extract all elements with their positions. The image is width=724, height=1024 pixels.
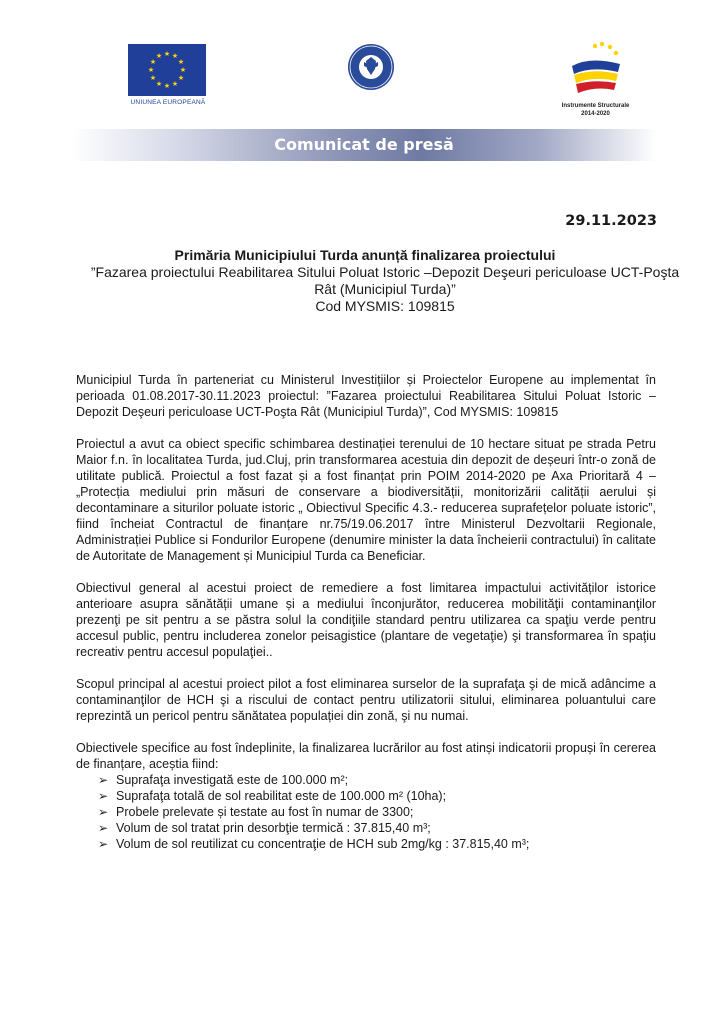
arrow-bullet-icon: ➢ <box>98 805 109 819</box>
document-body <box>76 372 656 852</box>
svg-text:★: ★ <box>177 74 185 82</box>
paragraph-project-scope: Proiectul a avut ca obiect specific schimbarea destinației terenului de 10 hectare situat pe strada Petru Maior f.n. în localitatea Turda, jud.Cluj, prin transformarea acestuia din depozit de deșeuri într-o zonă de utilitate publică. Proiectul a fost fazat și a fost finanțat prin POIM 2014-2020 pe Axa Prioritară 4 – „Protecția mediului prin măsuri de conservare a biodiversității, monitorizării calității aerului și decontaminare a siturilor poluate istoric „ Obiectivul Specific 4.3.- reducerea suprafețelor poluate istoric”, fiind încheiat Contractul de finanțare nr.75/19.06.2017 între Ministerul Dezvoltarii Regionale, Administrației Publice si Fondurilor Europene (denumire minister la data încheierii contractului) în calitate de Autoritate de Management și Municipiul Turda ca Beneficiar. <box>76 437 656 563</box>
government-seal-logo <box>346 42 396 92</box>
heading-project-name: ”Fazarea proiectului Reabilitarea Sitului Poluat Istoric –Depozit Deşeuri periculoase UCT-Poşta Rât (Municipiul Turda)” <box>90 264 680 297</box>
paragraph-general-objective: Obiectivul general al acestui proiect de remediere a fost limitarea impactului activităților istorice anterioare asupra sănătății umane și a mediului înconjurător, reducerea mobilităţii contaminanţilor prezenţi pe sit pentru a se păstra solul la condiţiile standard pentru utilizarea ca spaţiu verde pentru accesul public, pentru includerea zonelor peisagistice (plantare de vegetaţie) şi transformarea în spaţiu recreativ pentru accesul populaţiei.. <box>76 581 656 659</box>
paragraph-partnership: Municipiul Turda în parteneriat cu Ministerul Investițiilor și Proiectelor Europene au implementat în perioada 01.08.2017-30.11.2023 proiectul: ”Fazarea proiectului Reabilitarea Sitului Poluat Istoric –Depozit Deşeuri periculoase UCT-Poşta Rât (Municipiul Turda)”, Cod MYSMIS: 109815 <box>76 373 656 419</box>
logo-header <box>0 36 724 126</box>
svg-text:★: ★ <box>149 58 157 66</box>
structural-instruments-label <box>548 102 643 118</box>
list-item <box>76 836 656 852</box>
is-label-line2: 2014-2020 <box>581 111 610 117</box>
list-item <box>76 772 656 788</box>
structural-instruments-logo <box>560 38 630 100</box>
svg-text:★: ★ <box>155 80 163 88</box>
press-release-title: Comunicat de presă <box>274 135 454 154</box>
svg-text:★: ★ <box>163 82 171 90</box>
arrow-bullet-icon: ➢ <box>98 789 109 803</box>
document-heading <box>80 247 680 315</box>
arrow-bullet-icon: ➢ <box>98 773 109 787</box>
svg-text:★: ★ <box>177 58 185 66</box>
svg-text:★: ★ <box>179 66 187 74</box>
indicator-text: Volum de sol tratat prin desorbţie termică : 37.815,40 m³; <box>116 821 431 835</box>
is-label-line1: Instrumente Structurale <box>561 103 630 109</box>
svg-text:★: ★ <box>171 52 179 60</box>
indicator-text: Volum de sol reutilizat cu concentraţie de HCH sub 2mg/kg : 37.815,40 m³; <box>116 837 530 851</box>
list-item <box>76 788 656 804</box>
svg-text:★: ★ <box>147 66 155 74</box>
svg-text:★: ★ <box>155 52 163 60</box>
svg-text:★: ★ <box>171 80 179 88</box>
indicator-text: Suprafaţa investigată este de 100.000 m²; <box>116 773 349 787</box>
eu-stars-icon <box>128 44 206 96</box>
paragraph-main-purpose: Scopul principal al acestui proiect pilot a fost eliminarea surselor de la suprafaţa şi de mică adâncime a contaminanţilor de HCH şi a riscului de contact pentru utilizatorii sitului, eliminarea poluantului care reprezintă un pericol pentru sănătatea populației din zonă, şi nu numai. <box>76 677 656 723</box>
indicators-list <box>76 772 656 852</box>
indicator-text: Suprafaţa totală de sol reabilitat este de 100.000 m² (10ha); <box>116 789 447 803</box>
romania-coat-of-arms-icon <box>346 42 396 92</box>
paragraph-indicators-intro: Obiectivele specifice au fost îndeplinite, la finalizarea lucrărilor au fost atinși indicatorii propuși în cererea de finanțare, aceștia fiind: <box>76 741 656 771</box>
indicator-text: Probele prelevate și testate au fost în numar de 3300; <box>116 805 414 819</box>
arrow-bullet-icon: ➢ <box>98 837 109 851</box>
heading-announcement: Primăria Municipiului Turda anunță finalizarea proiectului <box>174 247 556 263</box>
eu-label: UNIUNEA EUROPEANĂ <box>130 99 206 106</box>
svg-text:★: ★ <box>149 74 157 82</box>
eu-flag-logo <box>128 44 206 96</box>
list-item <box>76 804 656 820</box>
arrow-bullet-icon: ➢ <box>98 821 109 835</box>
list-item <box>76 820 656 836</box>
structural-instruments-emblem-icon <box>560 38 630 100</box>
svg-text:★: ★ <box>163 50 171 58</box>
press-release-banner <box>72 129 656 161</box>
release-date: 29.11.2023 <box>565 213 657 229</box>
heading-project-code: Cod MYSMIS: 109815 <box>315 298 455 314</box>
